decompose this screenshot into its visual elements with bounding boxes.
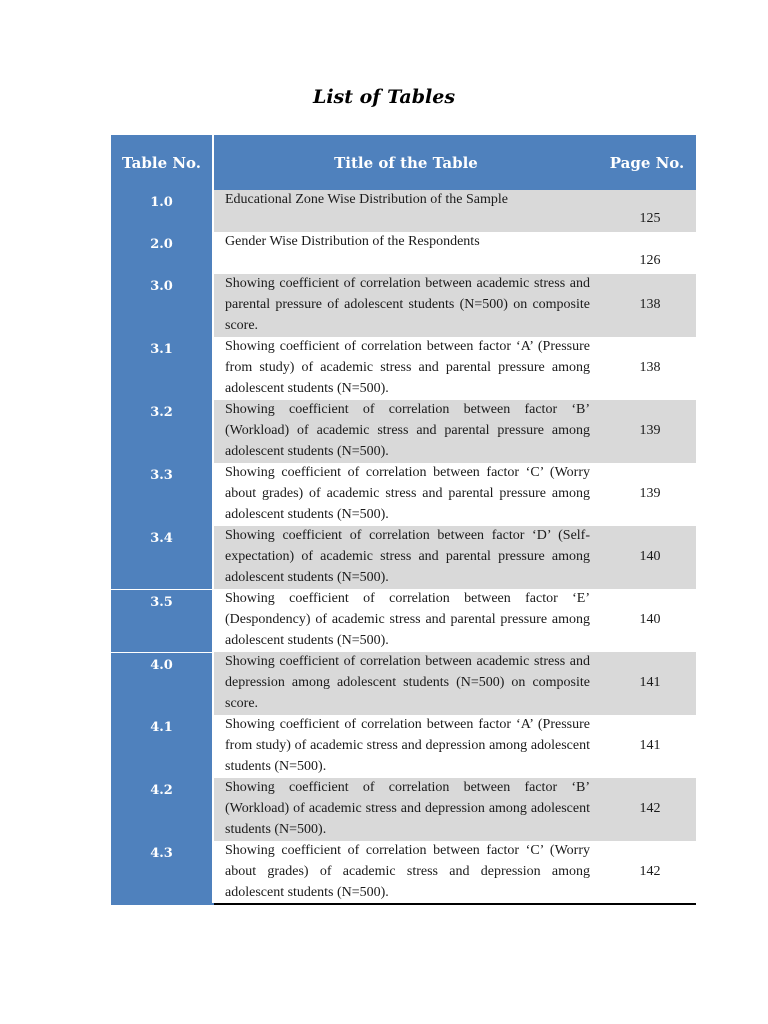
table-title: Showing coefficient of correlation between factor ‘D’ (Self-expectation) of academic stress and parental pressure among adolescent students (N=500). xyxy=(213,526,598,589)
table-title: Showing coefficient of correlation between factor ‘B’ (Workload) of academic stress and parental pressure among adolescent students (N=500). xyxy=(213,400,598,463)
page-number: 142 xyxy=(598,841,696,904)
page-number: 141 xyxy=(639,738,661,754)
table-number: 3.0 xyxy=(111,274,213,337)
table-number: 3.3 xyxy=(111,463,213,526)
table-number: 3.2 xyxy=(111,400,213,463)
page-number: 140 xyxy=(598,526,696,589)
page-number: 139 xyxy=(598,400,696,463)
table-number: 3.5 xyxy=(111,589,213,652)
page-number: 126 xyxy=(639,253,661,269)
header-page-no: Page No. xyxy=(598,135,696,190)
table-row xyxy=(111,337,696,400)
page-number: 140 xyxy=(639,612,661,628)
table-title: Showing coefficient of correlation between factor ‘A’ (Pressure from study) of academic stress and parental pressure among adolescent students (N=500). xyxy=(225,339,590,396)
page-number: 138 xyxy=(639,360,661,376)
table-row xyxy=(111,778,696,841)
table-row xyxy=(111,526,696,589)
table-row xyxy=(111,232,696,274)
page-title: List of Tables xyxy=(312,86,456,108)
table-title: Showing coefficient of correlation between factor ‘E’ (Despondency) of academic stress and parental pressure among adolescent students (N=500). xyxy=(225,591,590,648)
table-title: Showing coefficient of correlation between factor ‘A’ (Pressure from study) of academic stress and depression among adolescent students (N=500). xyxy=(225,717,590,774)
table-header-row xyxy=(111,135,696,190)
table-title: Educational Zone Wise Distribution of the Sample xyxy=(213,190,598,232)
page-number: 138 xyxy=(598,274,696,337)
table-number: 4.1 xyxy=(111,715,213,778)
table-number: 2.0 xyxy=(111,232,213,274)
list-of-tables xyxy=(111,135,696,905)
table-title: Showing coefficient of correlation between academic stress and parental pressure of adolescent students (N=500) on composite score. xyxy=(213,274,598,337)
table-title: Gender Wise Distribution of the Respondents xyxy=(225,234,480,249)
page-number: 139 xyxy=(639,486,661,502)
table-row xyxy=(111,841,696,904)
header-table-no: Table No. xyxy=(111,135,213,190)
page-number: 142 xyxy=(598,778,696,841)
table-row xyxy=(111,715,696,778)
table-row xyxy=(111,274,696,337)
table-number: 3.4 xyxy=(111,526,213,589)
table-row xyxy=(111,589,696,652)
table-number: 3.1 xyxy=(111,337,213,400)
table-row xyxy=(111,652,696,715)
page-number: 141 xyxy=(598,652,696,715)
table-title: Showing coefficient of correlation between factor ‘B’ (Workload) of academic stress and depression among adolescent students (N=500). xyxy=(213,778,598,841)
page-number: 125 xyxy=(598,190,696,232)
table-title: Showing coefficient of correlation between factor ‘C’ (Worry about grades) of academic stress and parental pressure among adolescent students (N=500). xyxy=(225,465,590,522)
header-title: Title of the Table xyxy=(213,135,598,190)
table-number: 1.0 xyxy=(111,190,213,232)
table-row xyxy=(111,463,696,526)
table-title: Showing coefficient of correlation between academic stress and depression among adolescent students (N=500) on composite score. xyxy=(213,652,598,715)
table-row xyxy=(111,190,696,232)
table-title: Showing coefficient of correlation between factor ‘C’ (Worry about grades) of academic stress and depression among adolescent students (N=500). xyxy=(213,841,598,904)
table-number: 4.2 xyxy=(111,778,213,841)
table-number: 4.0 xyxy=(111,652,213,715)
table-row xyxy=(111,400,696,463)
table-number: 4.3 xyxy=(111,841,213,904)
